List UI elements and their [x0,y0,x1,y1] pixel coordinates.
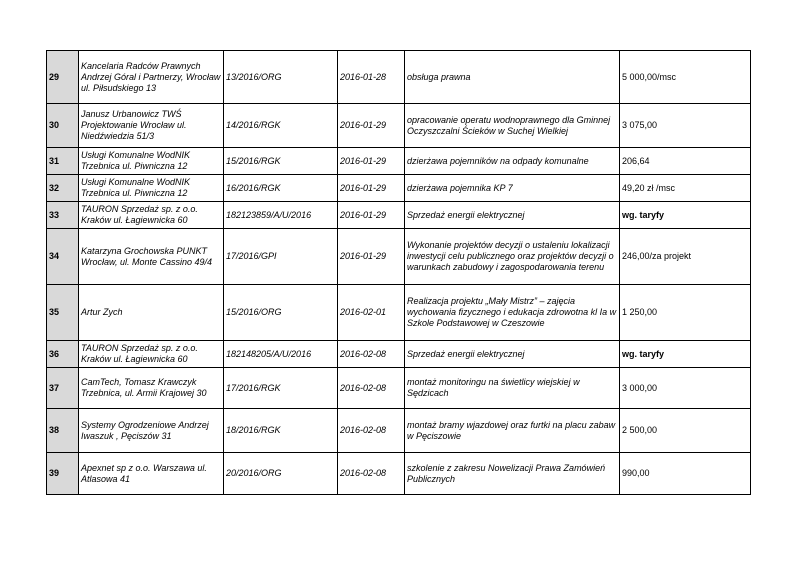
reference-cell: 15/2016/ORG [224,285,338,341]
value-cell: 49,20 zł /msc [620,175,751,202]
value-cell: 5 000,00/msc [620,51,751,104]
table-row [47,341,751,368]
subject-cell: szkolenie z zakresu Nowelizacji Prawa Zamówień Publicznych [405,453,620,495]
reference-cell: 18/2016/RGK [224,409,338,453]
subject-cell: montaż bramy wjazdowej oraz furtki na placu zabaw w Pęciszowie [405,409,620,453]
table-row [47,202,751,229]
row-number: 31 [47,148,79,175]
subject-cell: Realizacja projektu „Mały Mistrz” – zajęcia wychowania fizycznego i edukacja zdrowotna kl Ia w Szkole Podstawowej w Czeszowie [405,285,620,341]
contractor-cell: Katarzyna Grochowska PUNKT Wrocław, ul. Monte Cassino 49/4 [79,229,224,285]
date-cell: 2016-01-29 [338,202,405,229]
subject-cell: montaż monitoringu na świetlicy wiejskiej w Sędzicach [405,368,620,409]
contractor-cell: CamTech, Tomasz Krawczyk Trzebnica, ul. Armii Krajowej 30 [79,368,224,409]
row-number: 32 [47,175,79,202]
table-row [47,51,751,104]
value-cell: wg. taryfy [620,341,751,368]
date-cell: 2016-02-08 [338,453,405,495]
row-number: 34 [47,229,79,285]
contractor-cell: Usługi Komunalne WodNIK Trzebnica ul. Piwniczna 12 [79,148,224,175]
contractor-cell: TAURON Sprzedaż sp. z o.o. Kraków ul. Łagiewnicka 60 [79,341,224,368]
row-number: 37 [47,368,79,409]
row-number: 29 [47,51,79,104]
value-cell: 2 500,00 [620,409,751,453]
contracts-table [46,50,751,495]
date-cell: 2016-01-29 [338,104,405,148]
date-cell: 2016-02-08 [338,341,405,368]
subject-cell: Sprzedaż energii elektrycznej [405,202,620,229]
reference-cell: 15/2016/RGK [224,148,338,175]
value-cell: wg. taryfy [620,202,751,229]
subject-cell: dzierżawa pojemników na odpady komunalne [405,148,620,175]
reference-cell: 182123859/A/U/2016 [224,202,338,229]
value-cell: 206,64 [620,148,751,175]
subject-cell: obsługa prawna [405,51,620,104]
table-row [47,409,751,453]
reference-cell: 17/2016/GPI [224,229,338,285]
value-cell: 1 250,00 [620,285,751,341]
contractor-cell: TAURON Sprzedaż sp. z o.o. Kraków ul. Łagiewnicka 60 [79,202,224,229]
row-number: 38 [47,409,79,453]
date-cell: 2016-02-08 [338,409,405,453]
value-cell: 3 000,00 [620,368,751,409]
subject-cell: Wykonanie projektów decyzji o ustaleniu lokalizacji inwestycji celu publicznego oraz projektów decyzji o warunkach zabudowy i zagospodarowania terenu [405,229,620,285]
table-row [47,175,751,202]
reference-cell: 16/2016/RGK [224,175,338,202]
subject-cell: Sprzedaż energii elektrycznej [405,341,620,368]
table-row [47,368,751,409]
date-cell: 2016-01-29 [338,229,405,285]
reference-cell: 20/2016/ORG [224,453,338,495]
date-cell: 2016-01-29 [338,175,405,202]
subject-cell: dzierżawa pojemnika KP 7 [405,175,620,202]
contractor-cell: Systemy Ogrodzeniowe Andrzej Iwaszuk , Pęciszów 31 [79,409,224,453]
date-cell: 2016-02-08 [338,368,405,409]
contractor-cell: Artur Zych [79,285,224,341]
contractor-cell: Kancelaria Radców Prawnych Andrzej Góral i Partnerzy, Wrocław ul. Piłsudskiego 13 [79,51,224,104]
value-cell: 3 075,00 [620,104,751,148]
table-row [47,148,751,175]
row-number: 30 [47,104,79,148]
table-row [47,453,751,495]
reference-cell: 182148205/A/U/2016 [224,341,338,368]
contractor-cell: Apexnet sp z o.o. Warszawa ul. Atlasowa 41 [79,453,224,495]
row-number: 35 [47,285,79,341]
table-row [47,285,751,341]
reference-cell: 14/2016/RGK [224,104,338,148]
reference-cell: 13/2016/ORG [224,51,338,104]
date-cell: 2016-01-28 [338,51,405,104]
row-number: 36 [47,341,79,368]
reference-cell: 17/2016/RGK [224,368,338,409]
table-row [47,104,751,148]
date-cell: 2016-01-29 [338,148,405,175]
contractor-cell: Janusz Urbanowicz TWŚ Projektowanie Wrocław ul. Niedźwiedzia 51/3 [79,104,224,148]
value-cell: 990,00 [620,453,751,495]
row-number: 39 [47,453,79,495]
contractor-cell: Usługi Komunalne WodNIK Trzebnica ul. Piwniczna 12 [79,175,224,202]
date-cell: 2016-02-01 [338,285,405,341]
row-number: 33 [47,202,79,229]
value-cell: 246,00/za projekt [620,229,751,285]
table-row [47,229,751,285]
subject-cell: opracowanie operatu wodnoprawnego dla Gminnej Oczyszczalni Ścieków w Suchej Wielkiej [405,104,620,148]
